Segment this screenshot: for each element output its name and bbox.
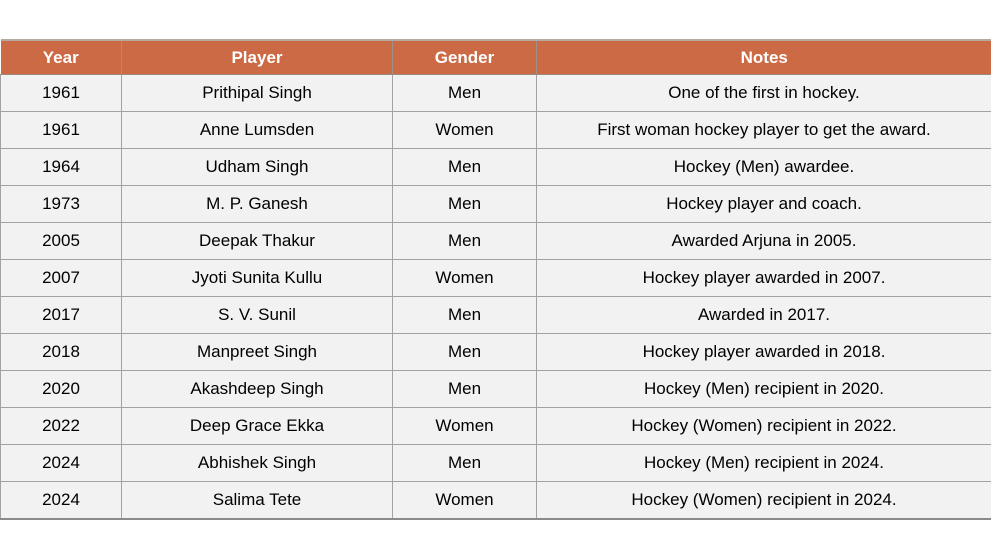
table-header (1, 40, 991, 75)
table-body (1, 75, 991, 520)
cell-notes: First woman hockey player to get the award. (537, 112, 991, 149)
cell-player: Deepak Thakur (122, 223, 393, 260)
cell-player: S. V. Sunil (122, 297, 393, 334)
table-row (1, 408, 991, 445)
table-row (1, 445, 991, 482)
cell-player: Abhishek Singh (122, 445, 393, 482)
table-row (1, 223, 991, 260)
cell-notes: Hockey (Men) awardee. (537, 149, 991, 186)
cell-notes: Hockey player and coach. (537, 186, 991, 223)
cell-gender: Men (393, 334, 537, 371)
cell-gender: Men (393, 223, 537, 260)
table-row (1, 482, 991, 520)
table-row (1, 149, 991, 186)
cell-gender: Men (393, 75, 537, 112)
cell-player: Jyoti Sunita Kullu (122, 260, 393, 297)
cell-notes: Hockey player awarded in 2018. (537, 334, 991, 371)
cell-year: 2024 (1, 482, 122, 520)
table-row (1, 371, 991, 408)
header-cell-notes: Notes (537, 40, 991, 75)
cell-year: 1964 (1, 149, 122, 186)
cell-notes: Awarded in 2017. (537, 297, 991, 334)
cell-gender: Men (393, 186, 537, 223)
cell-player: Deep Grace Ekka (122, 408, 393, 445)
cell-gender: Men (393, 445, 537, 482)
cell-year: 1973 (1, 186, 122, 223)
table-row (1, 260, 991, 297)
header-cell-player: Player (122, 40, 393, 75)
cell-year: 2024 (1, 445, 122, 482)
cell-year: 2017 (1, 297, 122, 334)
cell-gender: Men (393, 371, 537, 408)
cell-gender: Women (393, 408, 537, 445)
cell-year: 2018 (1, 334, 122, 371)
cell-player: Udham Singh (122, 149, 393, 186)
cell-gender: Men (393, 149, 537, 186)
cell-notes: Hockey (Women) recipient in 2024. (537, 482, 991, 520)
cell-notes: One of the first in hockey. (537, 75, 991, 112)
table-row (1, 112, 991, 149)
cell-notes: Hockey (Women) recipient in 2022. (537, 408, 991, 445)
cell-player: Akashdeep Singh (122, 371, 393, 408)
header-cell-gender: Gender (393, 40, 537, 75)
cell-year: 2022 (1, 408, 122, 445)
cell-gender: Women (393, 112, 537, 149)
cell-player: Prithipal Singh (122, 75, 393, 112)
table-row (1, 75, 991, 112)
cell-player: Manpreet Singh (122, 334, 393, 371)
cell-year: 2007 (1, 260, 122, 297)
hockey-arjuna-award-table (0, 39, 991, 520)
cell-gender: Men (393, 297, 537, 334)
table-row (1, 334, 991, 371)
cell-notes: Hockey player awarded in 2007. (537, 260, 991, 297)
cell-player: M. P. Ganesh (122, 186, 393, 223)
cell-notes: Hockey (Men) recipient in 2020. (537, 371, 991, 408)
cell-year: 1961 (1, 75, 122, 112)
cell-player: Salima Tete (122, 482, 393, 520)
table-row (1, 186, 991, 223)
cell-gender: Women (393, 482, 537, 520)
header-cell-year: Year (1, 40, 122, 75)
cell-year: 2005 (1, 223, 122, 260)
cell-notes: Hockey (Men) recipient in 2024. (537, 445, 991, 482)
cell-notes: Awarded Arjuna in 2005. (537, 223, 991, 260)
cell-player: Anne Lumsden (122, 112, 393, 149)
cell-year: 2020 (1, 371, 122, 408)
header-row (1, 40, 991, 75)
cell-gender: Women (393, 260, 537, 297)
cell-year: 1961 (1, 112, 122, 149)
table-row (1, 297, 991, 334)
